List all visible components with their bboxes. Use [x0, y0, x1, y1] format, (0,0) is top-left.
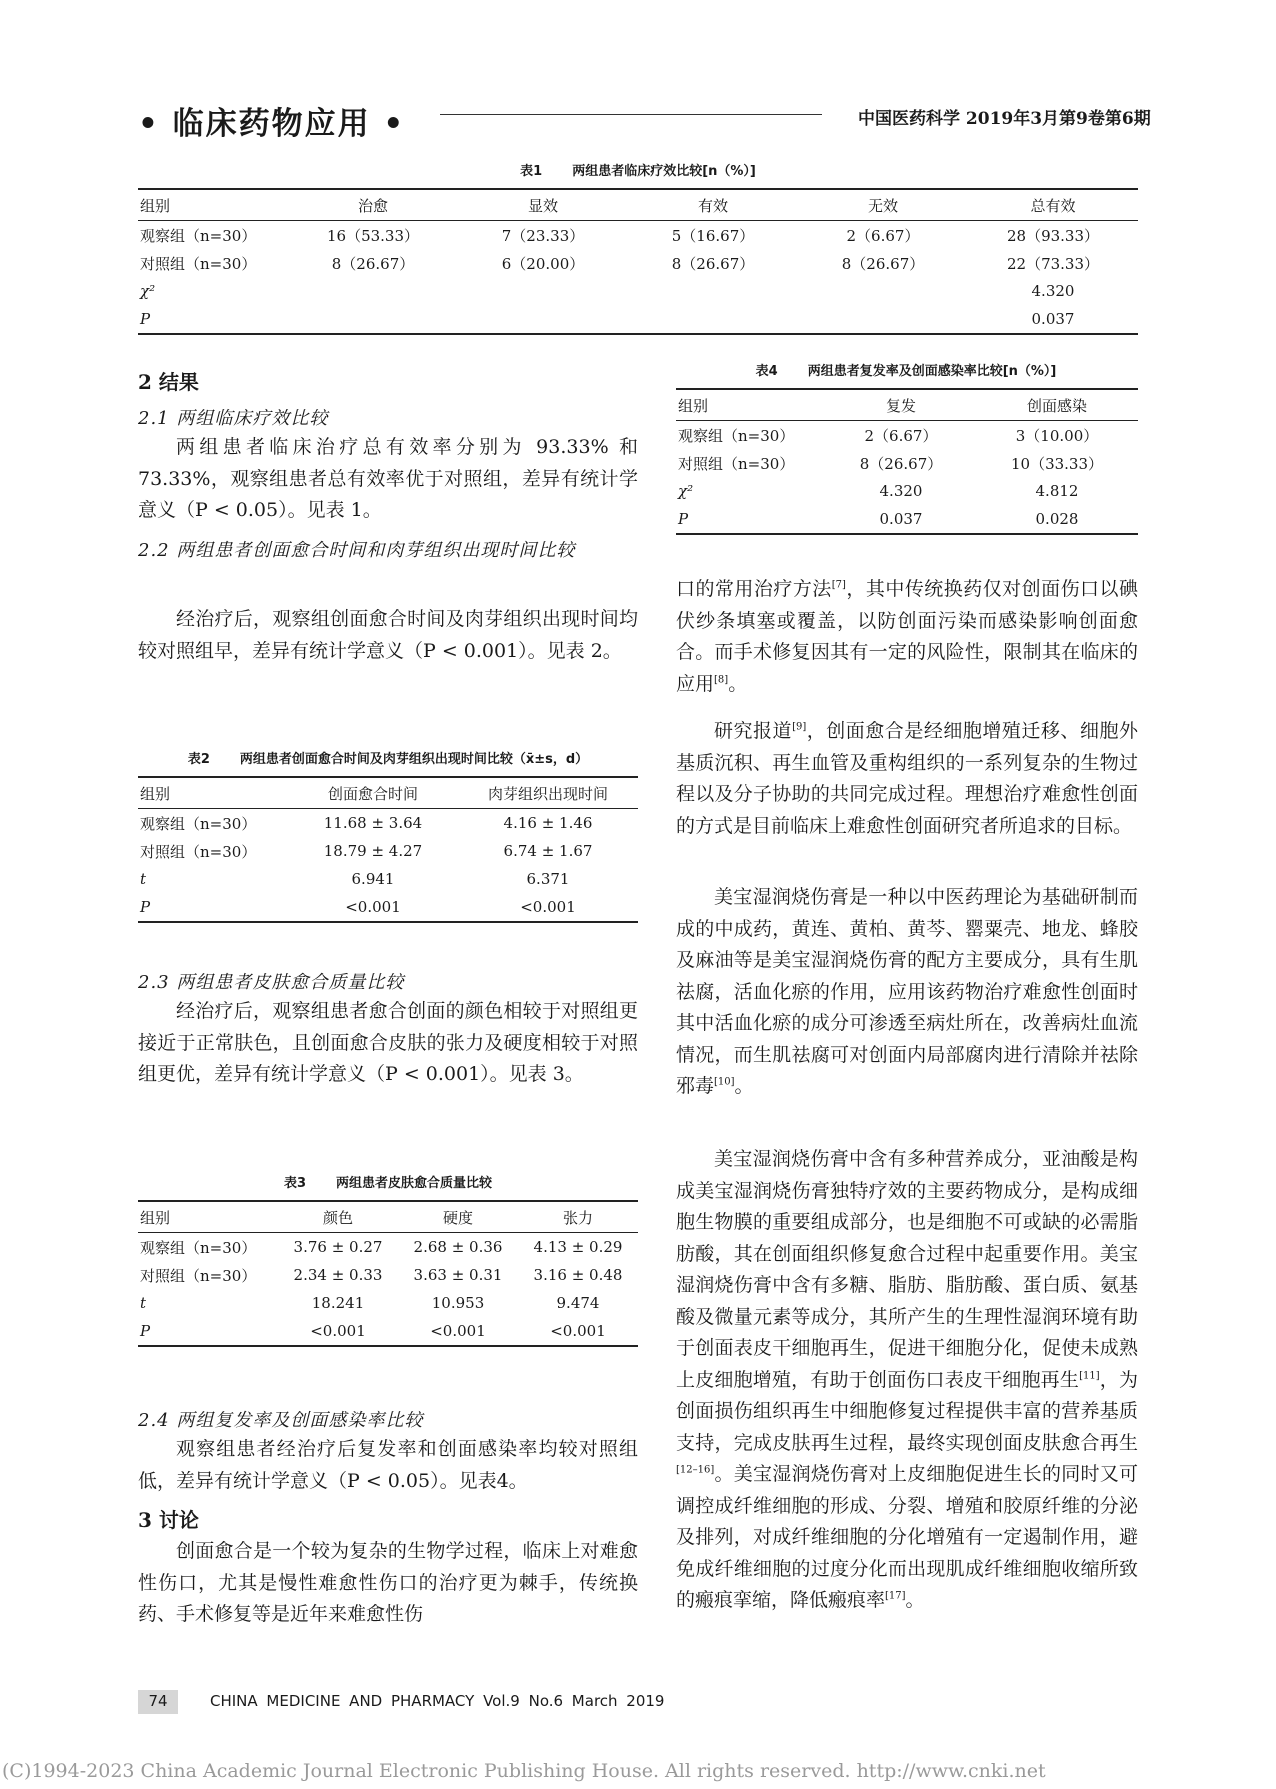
- table-cell: χ²: [140, 282, 156, 300]
- table-cell: <0.001: [398, 1317, 518, 1346]
- table-cell: [628, 305, 798, 334]
- footer-journal: CHINA MEDICINE AND PHARMACY Vol.9 No.6 March 2019: [210, 1692, 665, 1710]
- table-cell: 10.953: [431, 1294, 485, 1312]
- table3-title: 两组患者皮肤愈合质量比较: [336, 1176, 493, 1191]
- table-cell: 0.028: [976, 505, 1138, 534]
- text-run: 。: [905, 1589, 925, 1611]
- table-cell: 6.74 ± 1.67: [503, 842, 593, 860]
- table-cell: 9.474: [556, 1294, 600, 1312]
- table-cell: [798, 277, 968, 305]
- table-cell: [288, 277, 458, 305]
- table-cell: 4.13 ± 0.29: [533, 1238, 623, 1256]
- paragraph-right-3: [676, 882, 1138, 1103]
- table3-header-row: [138, 1201, 638, 1233]
- citation: [7]: [831, 579, 846, 591]
- table2: [138, 776, 638, 923]
- table-cell: 8（26.67）: [331, 254, 415, 273]
- section-title: • 临床药物应用 •: [138, 106, 406, 142]
- table-cell: 对照组（n=30）: [140, 1266, 257, 1285]
- table3-col-header: 组别: [138, 1201, 278, 1233]
- text-run: 研究报道: [714, 720, 793, 742]
- table-cell: 3.63 ± 0.31: [413, 1266, 503, 1284]
- table1-title: 两组患者临床疗效比较[n（%）]: [572, 164, 756, 179]
- table-cell: [798, 305, 968, 334]
- table4-col-header: 创面感染: [976, 389, 1138, 421]
- table-row: [138, 865, 638, 893]
- table1-label: 表1: [520, 164, 543, 179]
- table-cell: 6.371: [526, 870, 570, 888]
- table1-col-header: 显效: [458, 189, 628, 221]
- table-cell: 18.241: [311, 1294, 365, 1312]
- heading-discussion: 3 讨论: [138, 1508, 199, 1532]
- table-row: [138, 277, 1138, 305]
- table-row: [138, 893, 638, 922]
- table-cell: 8（26.67）: [671, 254, 755, 273]
- heading-2-1: 2.1 两组临床疗效比较: [138, 408, 329, 429]
- table-cell: 10（33.33）: [1010, 454, 1104, 473]
- paragraph-2-1: 两组患者临床治疗总有效率分别为 93.33% 和 73.33%，观察组患者总有效率优于对照组，差异有统计学意义（P < 0.05）。见表 1。: [138, 436, 638, 521]
- table3-label: 表3: [283, 1176, 307, 1191]
- table-cell: <0.001: [458, 893, 638, 922]
- paragraph-right-1: [676, 574, 1138, 700]
- paragraph-right-2: [676, 716, 1138, 842]
- table-cell: <0.001: [288, 893, 458, 922]
- table-cell: P: [676, 505, 826, 534]
- table-cell: 观察组（n=30）: [140, 1238, 257, 1257]
- table-cell: [458, 277, 628, 305]
- table3-col-header: 硬度: [398, 1201, 518, 1233]
- table-cell: t: [140, 1294, 147, 1312]
- table-cell: 2（6.67）: [846, 226, 920, 245]
- table-cell: 观察组（n=30）: [140, 814, 257, 833]
- table-cell: <0.001: [278, 1317, 398, 1346]
- paragraph-2-2: 经治疗后，观察组创面愈合时间及肉芽组织出现时间均较对照组早，差异有统计学意义（P < 0.001）。见表 2。: [138, 608, 638, 662]
- paragraph-right-4: [676, 1144, 1138, 1617]
- table-row: [138, 837, 638, 865]
- table-row: [138, 1289, 638, 1317]
- table-row: [138, 1261, 638, 1289]
- table-row: [138, 809, 638, 838]
- table-cell: 对照组（n=30）: [678, 454, 795, 473]
- table-cell: 2（6.67）: [864, 426, 938, 445]
- table-cell: 7（23.33）: [501, 226, 585, 245]
- table1-caption: [138, 160, 1138, 179]
- table-cell: <0.001: [518, 1317, 638, 1346]
- table-cell: 观察组（n=30）: [678, 426, 795, 445]
- heading-2-2: 2.2 两组患者创面愈合时间和肉芽组织出现时间比较: [138, 540, 576, 561]
- table-row: [138, 1317, 638, 1346]
- paragraph-2-3: 经治疗后，观察组患者愈合创面的颜色相较于对照组更接近于正常肤色，且创面愈合皮肤的张力及硬度相较于对照组更优，差异有统计学意义（P < 0.001）。见表 3。: [138, 1000, 638, 1085]
- table-cell: 对照组（n=30）: [140, 842, 257, 861]
- table2-col-header: 肉芽组织出现时间: [458, 777, 638, 809]
- table3-col-header: 颜色: [278, 1201, 398, 1233]
- table-row: [138, 221, 1138, 250]
- table2-col-header: 创面愈合时间: [288, 777, 458, 809]
- page-number: 74: [148, 1692, 168, 1710]
- table1-col-header: 组别: [138, 189, 288, 221]
- header-rule: [440, 114, 822, 115]
- table1-col-header: 治愈: [288, 189, 458, 221]
- table3-caption: [138, 1172, 638, 1191]
- table1-header-row: [138, 189, 1138, 221]
- table-cell: 对照组（n=30）: [140, 254, 257, 273]
- table-cell: 3（10.00）: [1015, 426, 1099, 445]
- text-run: 。: [734, 1075, 754, 1097]
- table-cell: 3.16 ± 0.48: [533, 1266, 623, 1284]
- table-cell: 6.941: [351, 870, 395, 888]
- table-cell: 16（53.33）: [326, 226, 420, 245]
- table-cell: t: [140, 870, 147, 888]
- table-cell: [288, 305, 458, 334]
- table4-caption: [676, 360, 1136, 379]
- table4-col-header: 复发: [826, 389, 976, 421]
- text-run: ，为创面损伤组织再生中细胞修复过程提供丰富的营养基质支持，完成皮肤再生过程，最终实现创面皮肤愈合再生: [676, 1368, 1138, 1454]
- table-cell: 4.320: [879, 482, 923, 500]
- table1-col-header: 总有效: [968, 189, 1138, 221]
- table-row: [676, 505, 1138, 534]
- table-cell: 2.34 ± 0.33: [293, 1266, 383, 1284]
- table-cell: 0.037: [826, 505, 976, 534]
- table-row: [676, 477, 1138, 505]
- table-cell: 28（93.33）: [1006, 226, 1100, 245]
- text-run: 。: [728, 672, 748, 695]
- table4-col-header: 组别: [676, 389, 826, 421]
- table4-title: 两组患者复发率及创面感染率比较[n（%）]: [807, 364, 1057, 379]
- table-cell: 3.76 ± 0.27: [293, 1238, 383, 1256]
- text-run: ，创面愈合是经细胞增殖迁移、细胞外基质沉积、再生血管及重构组织的一系列复杂的生物过程以及分子协助的共同完成过程。理想治疗难愈性创面的方式是目前临床上难愈性创面研究者所追求的目标。: [676, 720, 1138, 837]
- paragraph-2-4: 观察组患者经治疗后复发率和创面感染率均较对照组低，差异有统计学意义（P < 0.05）。见表4。: [138, 1438, 638, 1492]
- table-cell: 8（26.67）: [859, 454, 943, 473]
- table-cell: χ²: [678, 482, 694, 500]
- table-cell: 22（73.33）: [1006, 254, 1100, 273]
- heading-2-3: 2.3 两组患者皮肤愈合质量比较: [138, 972, 405, 993]
- table1-col-header: 无效: [798, 189, 968, 221]
- heading-2-4: 2.4 两组复发率及创面感染率比较: [138, 1410, 424, 1431]
- table-cell: P: [138, 1317, 278, 1346]
- table-cell: 4.16 ± 1.46: [503, 814, 593, 832]
- table2-header-row: [138, 777, 638, 809]
- table-cell: 6（20.00）: [501, 254, 585, 273]
- table-cell: 4.320: [1031, 282, 1075, 300]
- text-run: ，其中传统换药仅对创面伤口以碘伏纱条填塞或覆盖，以防创面污染而感染影响创面愈合。而手术修复因其有一定的风险性，限制其在临床的应用: [676, 578, 1138, 695]
- table2-title: 两组患者创面愈合时间及肉芽组织出现时间比较（x̄±s，d）: [239, 752, 589, 767]
- table-row: [138, 305, 1138, 334]
- citation: [17]: [885, 1590, 906, 1602]
- table2-col-header: 组别: [138, 777, 288, 809]
- table2-label: 表2: [187, 752, 210, 767]
- journal-header: 中国医药科学 2019年3月第9卷第6期: [858, 109, 1151, 129]
- table-cell: 8（26.67）: [841, 254, 925, 273]
- table1: [138, 188, 1138, 335]
- table-row: [676, 421, 1138, 450]
- table1-col-header: 有效: [628, 189, 798, 221]
- table-cell: P: [138, 305, 288, 334]
- table3: [138, 1200, 638, 1347]
- table-cell: 2.68 ± 0.36: [413, 1238, 503, 1256]
- text-run: 口的常用治疗方法: [676, 578, 832, 600]
- table-cell: 观察组（n=30）: [140, 226, 257, 245]
- table4-header-row: [676, 389, 1138, 421]
- table-cell: 4.812: [1035, 482, 1079, 500]
- table4-label: 表4: [755, 364, 778, 379]
- table-cell: 5（16.67）: [671, 226, 755, 245]
- table-cell: [458, 305, 628, 334]
- table-row: [138, 1233, 638, 1262]
- table-cell: P: [138, 893, 288, 922]
- citation: [11]: [1079, 1370, 1100, 1382]
- paragraph-3-1: 创面愈合是一个较为复杂的生物学过程，临床上对难愈性伤口，尤其是慢性难愈性伤口的治疗更为棘手，传统换药、手术修复等是近年来难愈性伤: [138, 1540, 638, 1625]
- table3-col-header: 张力: [518, 1201, 638, 1233]
- table2-caption: [138, 748, 638, 767]
- text-run: 。美宝湿润烧伤膏对上皮细胞促进生长的同时又可调控成纤维细胞的形成、分裂、增殖和胶原纤维的分泌及排列，对成纤维细胞的分化增殖有一定遏制作用，避免成纤维细胞的过度分化而出现肌成纤维细胞收缩所致的瘢痕挛缩，降低瘢痕率: [676, 1463, 1138, 1611]
- copyright-watermark: (C)1994-2023 China Academic Journal Electronic Publishing House. All rights reserved. http://www.cnki.net: [2, 1760, 1046, 1782]
- table4: [676, 388, 1138, 535]
- table-row: [676, 449, 1138, 477]
- citation: [9]: [792, 721, 807, 733]
- table-cell: 11.68 ± 3.64: [323, 814, 423, 832]
- citation: [12–16]: [676, 1464, 715, 1476]
- citation: [8]: [714, 674, 729, 686]
- heading-results: 2 结果: [138, 370, 199, 394]
- table-row: [138, 249, 1138, 277]
- table-cell: [628, 277, 798, 305]
- text-run: 美宝湿润烧伤膏是一种以中医药理论为基础研制而成的中成药，黄连、黄柏、黄芩、罂粟壳、地龙、蜂胶及麻油等是美宝湿润烧伤膏的配方主要成分，具有生肌祛腐，活血化瘀的作用，应用该药物治疗难愈性创面时其中活血化瘀的成分可渗透至病灶所在，改善病灶血流情况，而生肌祛腐可对创面内局部腐肉进行清除并祛除邪毒: [676, 886, 1138, 1097]
- citation: [10]: [714, 1076, 735, 1088]
- table-cell: 0.037: [968, 305, 1138, 334]
- table-cell: 18.79 ± 4.27: [323, 842, 423, 860]
- text-run: 美宝湿润烧伤膏中含有多种营养成分，亚油酸是构成美宝湿润烧伤膏独特疗效的主要药物成分，是构成细胞生物膜的重要组成部分，也是细胞不可或缺的必需脂肪酸，其在创面组织修复愈合过程中起重要作用。美宝湿润烧伤膏中含有多糖、脂肪、脂肪酸、蛋白质、氨基酸及微量元素等成分，其所产生的生理性湿润环境有助于创面表皮干细胞再生，促进干细胞分化，促使未成熟上皮细胞增殖，有助于创面伤口表皮干细胞再生: [676, 1148, 1138, 1391]
